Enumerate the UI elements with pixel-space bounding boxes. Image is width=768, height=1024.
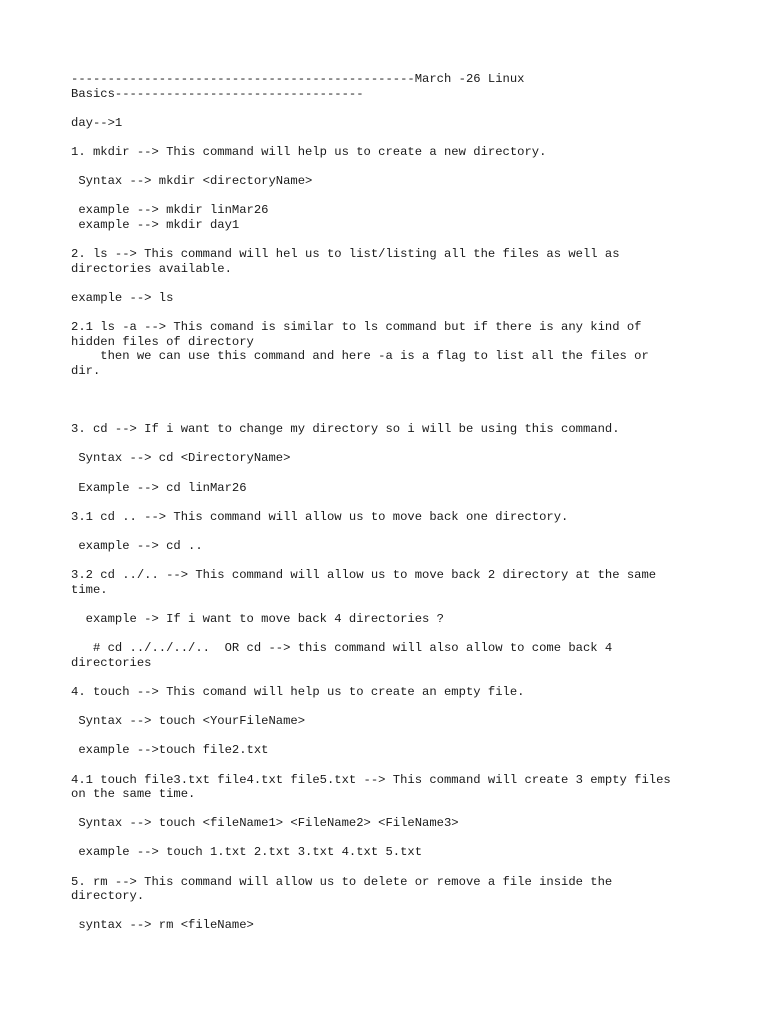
document-line: example --> mkdir linMar26 — [71, 203, 269, 218]
document-line — [71, 495, 711, 510]
document-line: Syntax --> mkdir <directoryName> — [71, 174, 313, 189]
document-line — [71, 860, 711, 875]
document-line — [71, 189, 711, 204]
document-line: hidden files of directory — [71, 334, 254, 349]
document-line — [71, 758, 711, 773]
document-line: -----------------------------------------------March -26 Linux — [71, 72, 525, 86]
document-line: Example --> cd linMar26 — [71, 480, 247, 495]
document-line: example --> cd .. — [71, 539, 203, 553]
document-line: example -->touch file2.txt — [71, 743, 269, 758]
document-line — [71, 408, 711, 423]
document-line: example --> ls — [71, 290, 174, 305]
document-line — [71, 831, 711, 846]
document-line: on the same time. — [71, 787, 196, 802]
document-line — [71, 233, 711, 248]
document-line: then we can use this command and here -a is a flag to list all the files or — [71, 349, 649, 364]
document-line: 3.2 cd ../.. --> This command will allow us to move back 2 directory at the same — [71, 568, 657, 583]
document-line — [71, 393, 711, 408]
document-line — [71, 597, 711, 612]
document-line: 5. rm --> This command will allow us to delete or remove a file inside the — [71, 874, 613, 889]
document-line — [71, 802, 711, 817]
document-line: Syntax --> cd <DirectoryName> — [71, 451, 291, 466]
document-line: dir. — [71, 363, 101, 378]
document-line: Basics---------------------------------- — [71, 86, 364, 101]
document-line — [71, 101, 711, 116]
document-line: 2. ls --> This command will hel us to list/listing all the files as well as — [71, 247, 620, 262]
document-line: # cd ../../../.. OR cd --> this command will also allow to come back 4 — [71, 641, 613, 656]
document-line: example -> If i want to move back 4 directories ? — [71, 611, 444, 626]
document-line: 3. cd --> If i want to change my directory so i will be using this command. — [71, 422, 620, 437]
document-line — [71, 306, 711, 321]
document-line: time. — [71, 582, 108, 597]
document-line: day-->1 — [71, 115, 123, 130]
document-line — [71, 437, 711, 452]
document-line: 3.1 cd .. --> This command will allow us to move back one directory. — [71, 509, 569, 524]
document-line — [71, 276, 711, 291]
document-line: Syntax --> touch <fileName1> <FileName2> <FileName3> — [71, 816, 459, 831]
document-line — [71, 729, 711, 744]
document-line — [71, 627, 711, 642]
document-line — [71, 904, 711, 919]
document-line: 2.1 ls -a --> This comand is similar to ls command but if there is any kind of — [71, 320, 642, 335]
document-line: 4.1 touch file3.txt file4.txt file5.txt --> This command will create 3 empty files — [71, 772, 671, 787]
document-line: directories available. — [71, 261, 232, 276]
document-line: example --> touch 1.txt 2.txt 3.txt 4.txt 5.txt — [71, 845, 423, 860]
document-line: directories — [71, 655, 152, 670]
document-line: 4. touch --> This comand will help us to create an empty file. — [71, 684, 525, 699]
document-line — [71, 466, 711, 481]
document-line — [71, 378, 711, 393]
document-line — [71, 160, 711, 175]
document-line: syntax --> rm <fileName> — [71, 918, 254, 933]
document-line: directory. — [71, 889, 145, 904]
document-line — [71, 670, 711, 685]
document-line — [71, 700, 711, 715]
document-line — [71, 130, 711, 145]
document-line: example --> mkdir day1 — [71, 217, 240, 232]
document-line — [71, 554, 711, 569]
document-line: Syntax --> touch <YourFileName> — [71, 714, 306, 729]
document-line: 1. mkdir --> This command will help us to create a new directory. — [71, 144, 547, 159]
document-body — [71, 72, 711, 933]
document-line — [71, 524, 711, 539]
